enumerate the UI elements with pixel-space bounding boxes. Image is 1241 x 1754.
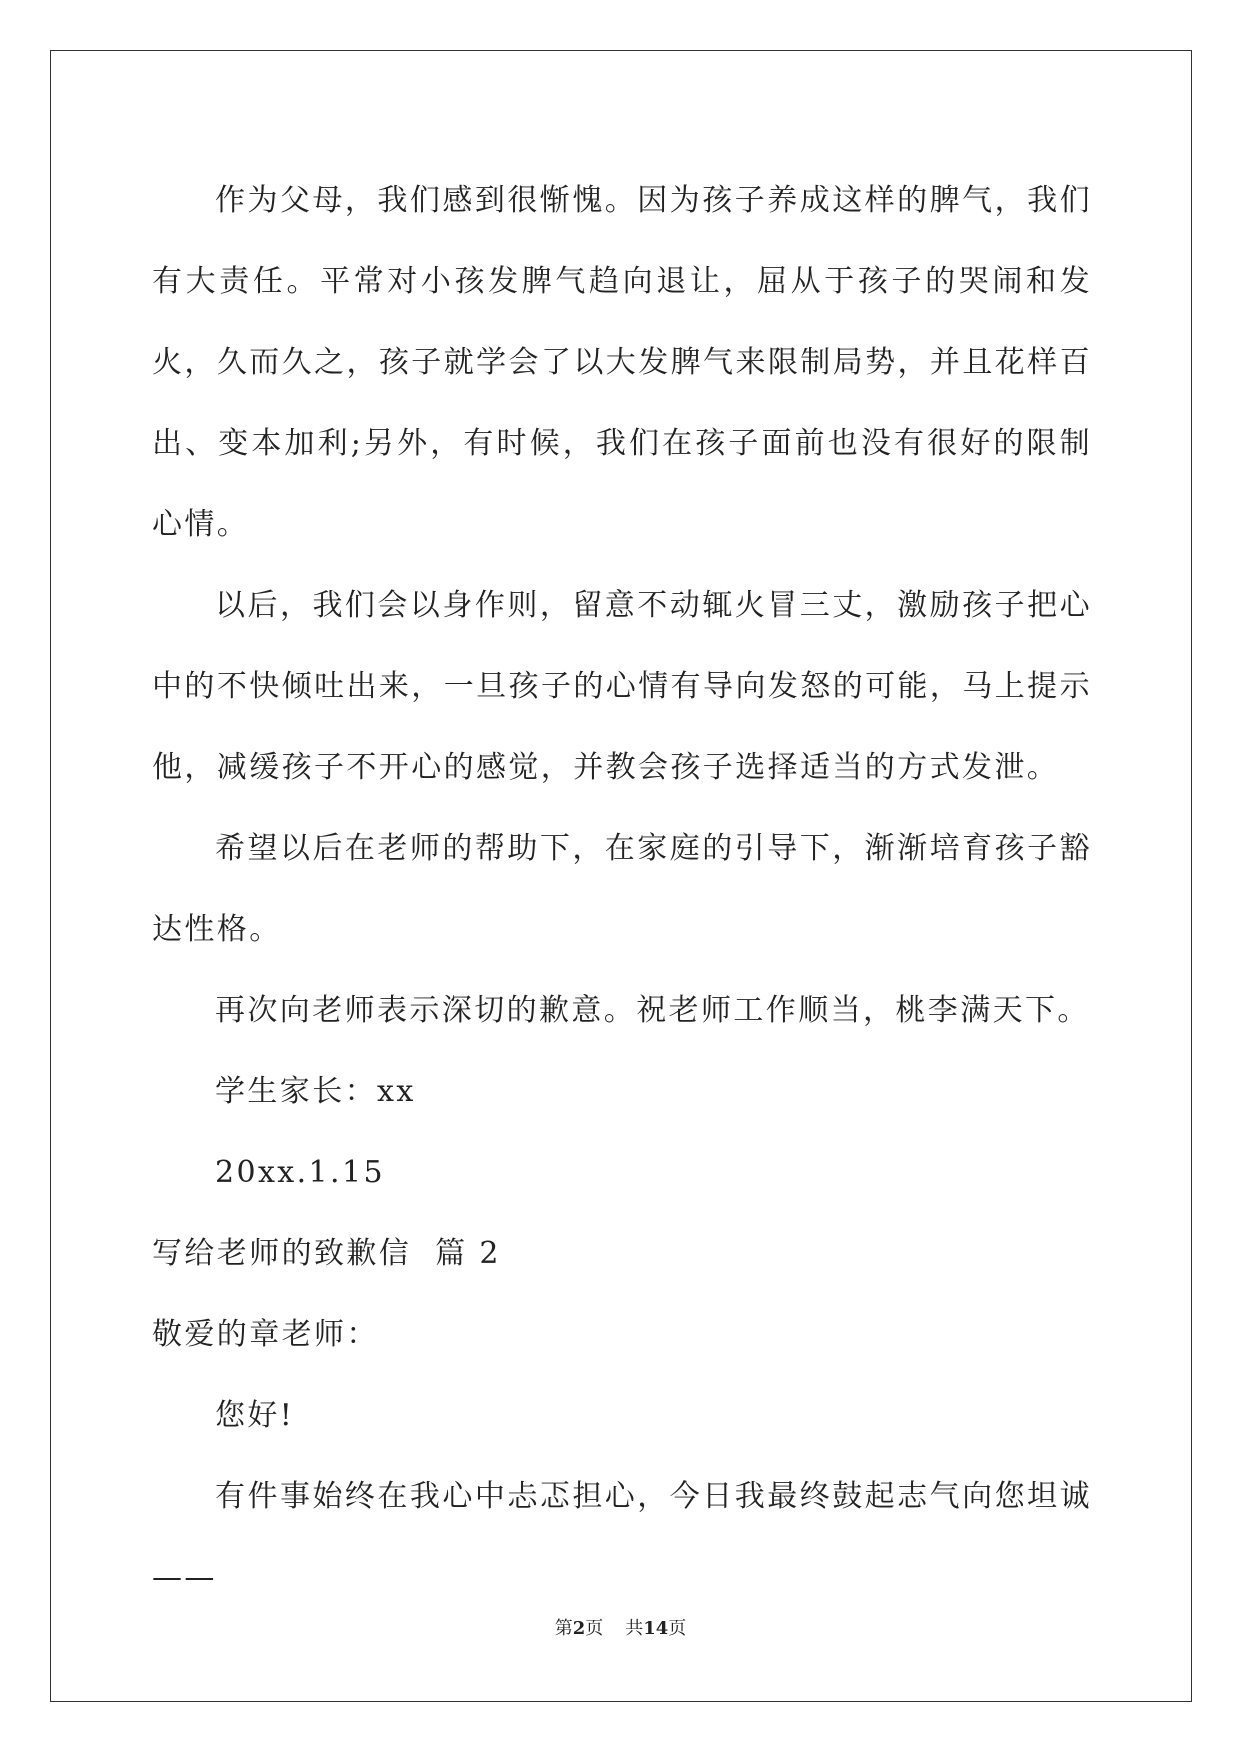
footer-total-pages: 14 bbox=[643, 1618, 669, 1639]
document-body bbox=[152, 160, 1092, 1618]
salutation: 敬爱的章老师： bbox=[152, 1317, 379, 1352]
footer-prefix: 第 bbox=[554, 1618, 573, 1639]
footer-total-prefix: 共 bbox=[625, 1618, 644, 1639]
footer-page-suffix: 页 bbox=[585, 1618, 604, 1639]
section-title: 写给老师的致歉信 篇 2 bbox=[152, 1236, 501, 1271]
date: 20xx.1.15 bbox=[215, 1155, 385, 1190]
page-footer bbox=[0, 1614, 1241, 1640]
footer-page-number: 2 bbox=[572, 1618, 586, 1639]
greeting: 您好! bbox=[215, 1398, 295, 1433]
signature: 学生家长：xx bbox=[215, 1074, 416, 1109]
paragraph-3: 希望以后在老师的帮助下，在家庭的引导下，渐渐培育孩子豁达性格。 bbox=[152, 831, 1092, 947]
footer-total-suffix: 页 bbox=[668, 1618, 687, 1639]
paragraph-2: 以后，我们会以身作则，留意不动辄火冒三丈，激励孩子把心中的不快倾吐出来，一旦孩子的心情有导向发怒的可能，马上提示他，减缓孩子不开心的感觉，并教会孩子选择适当的方式发泄。 bbox=[152, 588, 1092, 785]
paragraph-4: 再次向老师表示深切的歉意。祝老师工作顺当，桃李满天下。 bbox=[215, 993, 1090, 1028]
paragraph-1: 作为父母，我们感到很惭愧。因为孩子养成这样的脾气，我们有大责任。平常对小孩发脾气趋向退让，屈从于孩子的哭闹和发火，久而久之，孩子就学会了以大发脾气来限制局势，并且花样百出、变本加利;另外，有时候，我们在孩子面前也没有很好的限制心情。 bbox=[152, 183, 1092, 542]
last-paragraph: 有件事始终在我心中忐忑担心，今日我最终鼓起志气向您坦诚—— bbox=[152, 1479, 1092, 1595]
